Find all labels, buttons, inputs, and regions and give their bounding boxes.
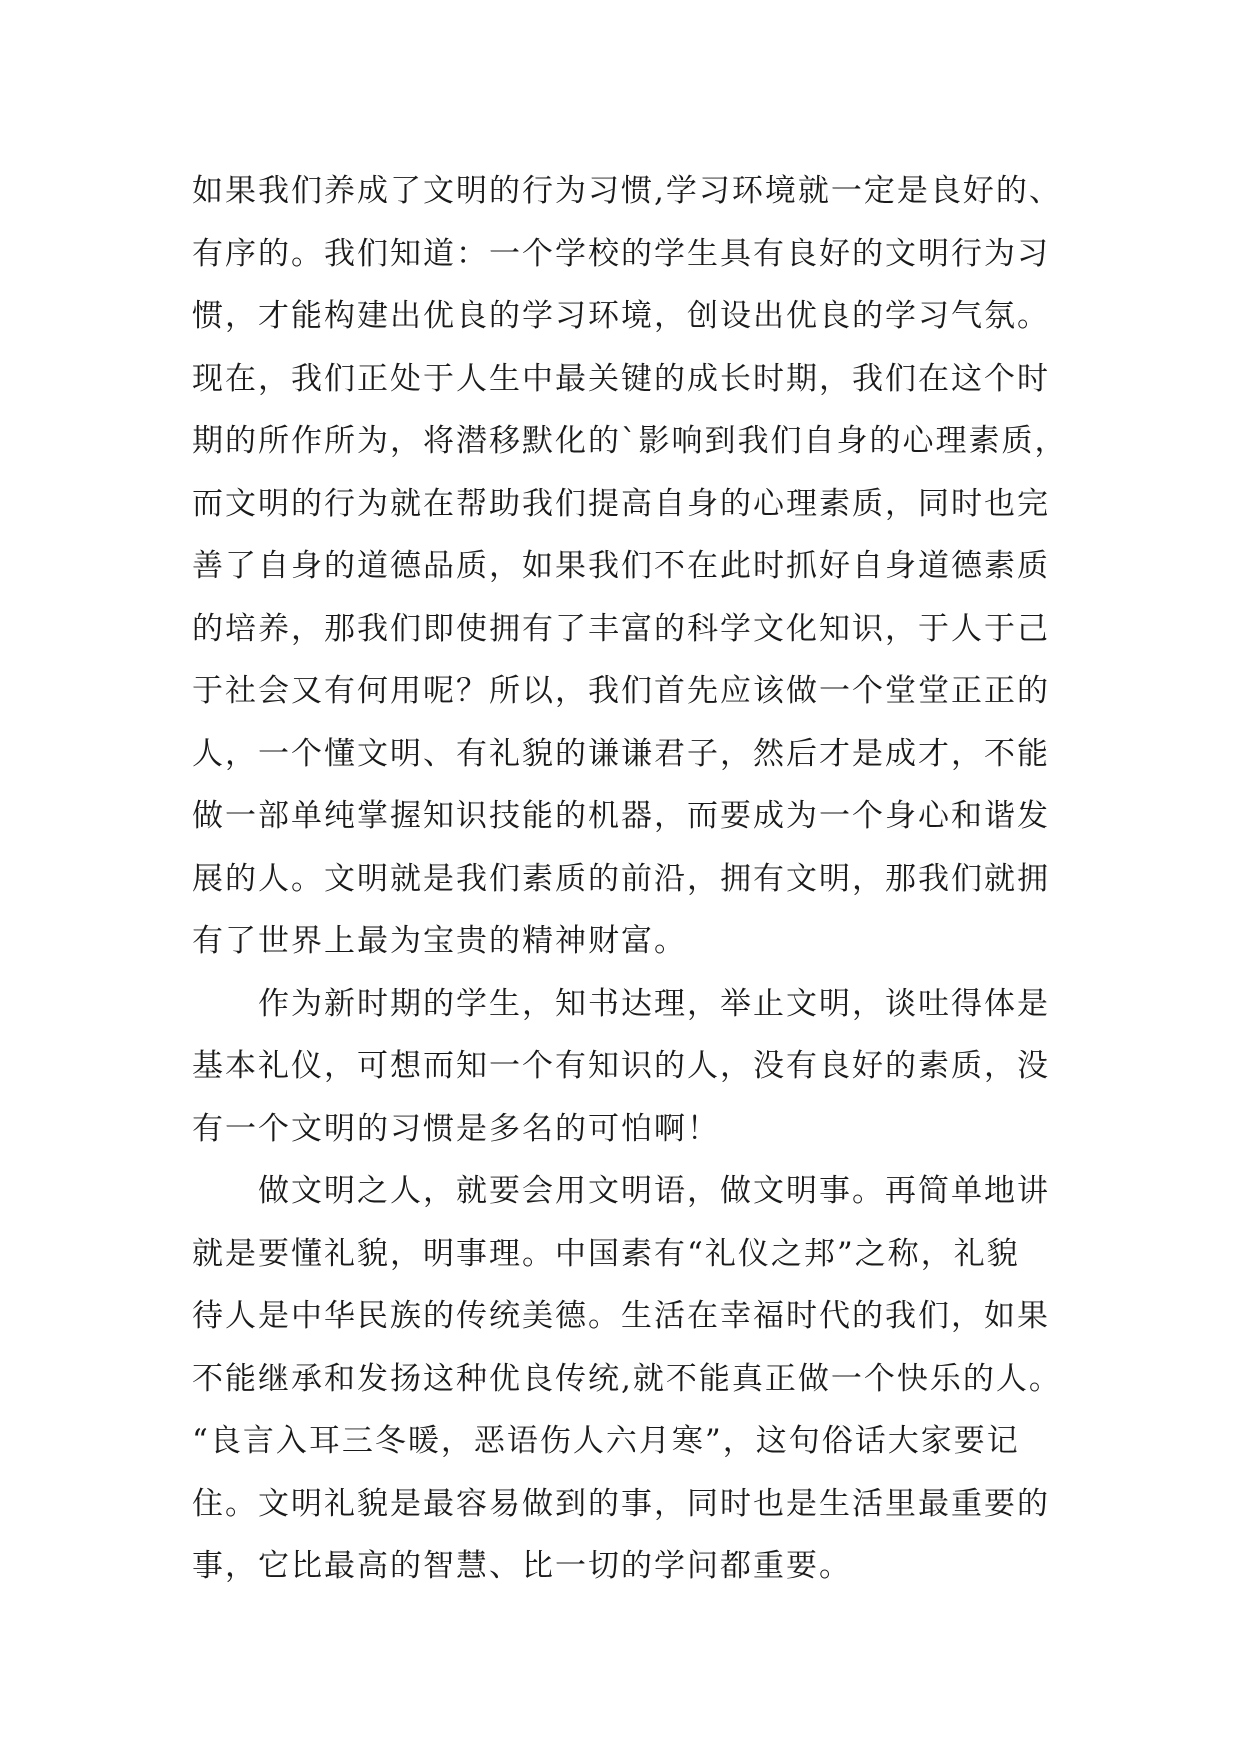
text-line: 善了自身的道德品质，如果我们不在此时抓好自身道德素质 xyxy=(192,548,1050,584)
text-line: 有序的。我们知道：一个学校的学生具有良好的文明行为习 xyxy=(192,235,1050,272)
text-line: 如果我们养成了文明的行为习惯,学习环境就一定是良好的、 xyxy=(192,173,1062,209)
text-line: 事，它比最高的智慧、比一切的学问都重要。 xyxy=(192,1548,852,1584)
paragraph xyxy=(192,160,1092,973)
text-line: 而文明的行为就在帮助我们提高自身的心理素质，同时也完 xyxy=(192,485,1050,522)
text-line: “良言入耳三冬暖，恶语伤人六月寒”，这句俗话大家要记 xyxy=(192,1423,1020,1459)
text-line: 于社会又有何用呢？所以，我们首先应该做一个堂堂正正的 xyxy=(192,673,1050,709)
text-line: 期的所作所为，将潜移默化的`影响到我们自身的心理素质， xyxy=(192,423,1068,459)
text-line: 有了世界上最为宝贵的精神财富。 xyxy=(192,923,687,959)
paragraph xyxy=(192,973,1092,1161)
text-line: 待人是中华民族的传统美德。生活在幸福时代的我们，如果 xyxy=(192,1298,1050,1334)
text-line: 不能继承和发扬这种优良传统,就不能真正做一个快乐的人。 xyxy=(192,1360,1062,1397)
text-line: 展的人。文明就是我们素质的前沿，拥有文明，那我们就拥 xyxy=(192,860,1050,897)
text-line: 作为新时期的学生，知书达理，举止文明，谈吐得体是 xyxy=(258,985,1050,1022)
text-line: 做一部单纯掌握知识技能的机器，而要成为一个身心和谐发 xyxy=(192,798,1050,834)
text-line: 住。文明礼貌是最容易做到的事，同时也是生活里最重要的 xyxy=(192,1485,1050,1522)
text-line: 做文明之人，就要会用文明语，做文明事。再简单地讲 xyxy=(258,1173,1050,1209)
paragraph xyxy=(192,1160,1092,1598)
text-line: 有一个文明的习惯是多名的可怕啊！ xyxy=(192,1110,720,1147)
text-line: 基本礼仪，可想而知一个有知识的人，没有良好的素质，没 xyxy=(192,1048,1050,1084)
text-line: 的培养，那我们即使拥有了丰富的科学文化知识，于人于己 xyxy=(192,610,1050,647)
document-body xyxy=(192,160,1092,1598)
text-line: 就是要懂礼貌，明事理。中国素有“礼仪之邦”之称，礼貌 xyxy=(192,1235,1020,1272)
text-line: 现在，我们正处于人生中最关键的成长时期，我们在这个时 xyxy=(192,360,1050,397)
text-line: 惯，才能构建出优良的学习环境，创设出优良的学习气氛。 xyxy=(192,298,1050,334)
text-line: 人，一个懂文明、有礼貌的谦谦君子，然后才是成才，不能 xyxy=(192,735,1050,772)
